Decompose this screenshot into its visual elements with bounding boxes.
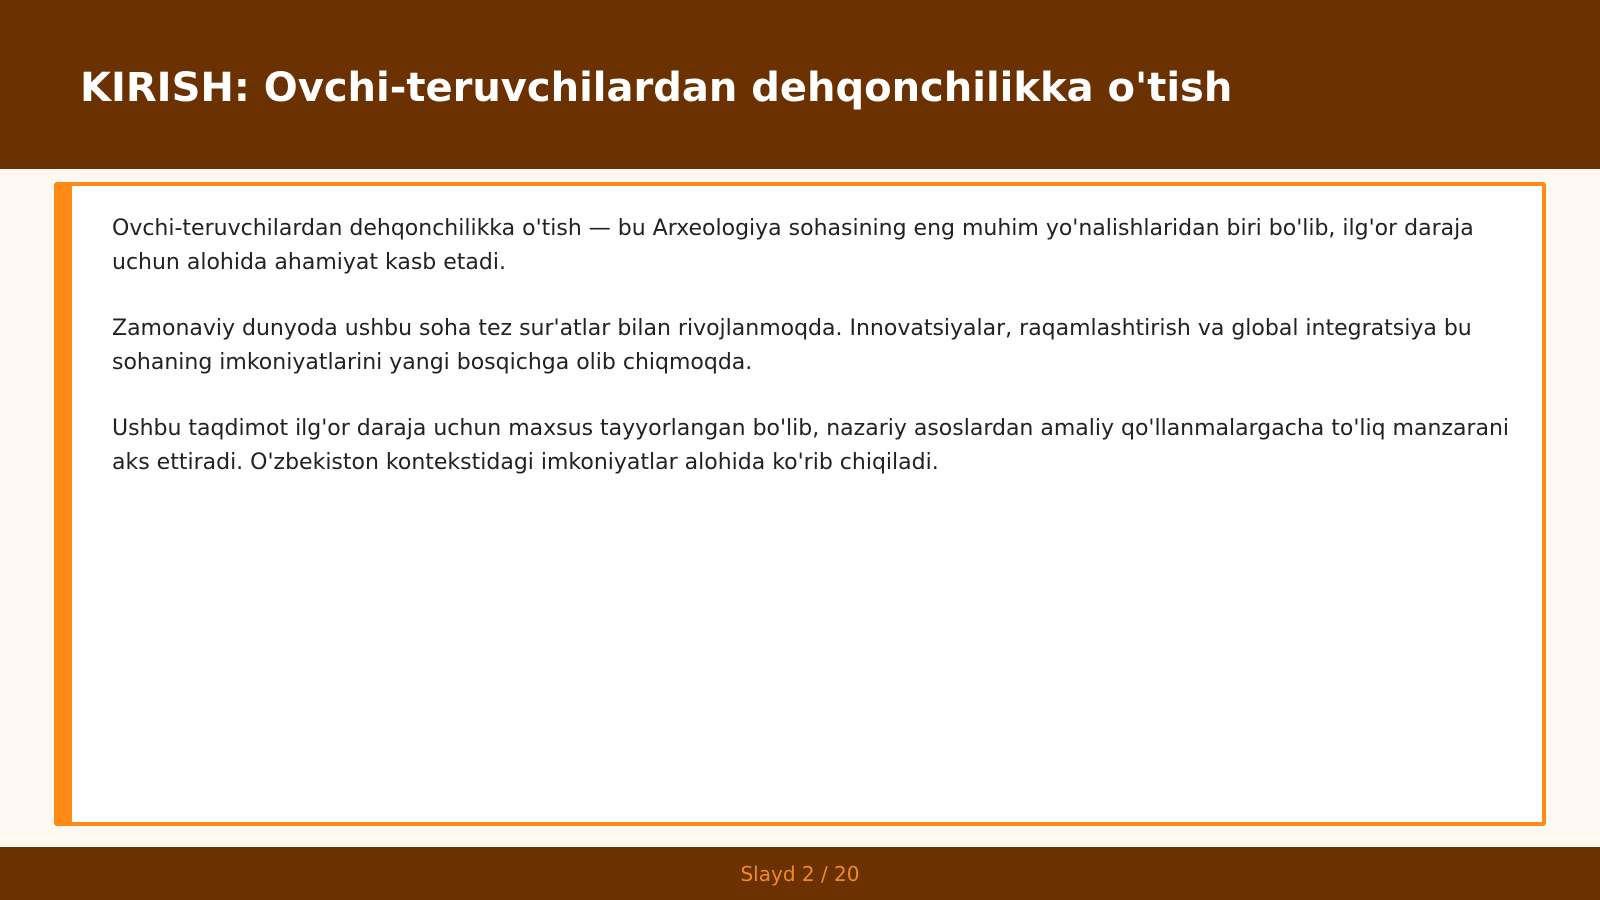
modern-development-paragraph: Zamonaviy dunyoda ushbu soha tez sur'atlar bilan rivojlanmoqda. Innovatsiyalar, raqamlashtirish va global integratsiya bu sohaning imkoniyatlarini yangi bosqichga olib chiqmoqda. bbox=[112, 316, 1472, 375]
slide-footer bbox=[0, 847, 1600, 900]
slide-number: Slayd 2 / 20 bbox=[740, 862, 860, 886]
slide-title: KIRISH: Ovchi-teruvchilardan dehqonchilikka o'tish bbox=[80, 65, 1233, 111]
slide-header bbox=[0, 0, 1600, 169]
presentation-purpose-paragraph: Ushbu taqdimot ilg'or daraja uchun maxsus tayyorlangan bo'lib, nazariy asoslardan amaliy qo'llanmalargacha to'liq manzarani aks ettiradi. O'zbekiston kontekstidagi imkoniyatlar alohida ko'rib chiqiladi. bbox=[112, 416, 1510, 475]
content-text bbox=[112, 212, 1522, 512]
introduction-paragraph: Ovchi-teruvchilardan dehqonchilikka o'tish — bu Arxeologiya sohasining eng muhim yo'nalishlaridan biri bo'lib, ilg'or daraja uchun alohida ahamiyat kasb etadi. bbox=[112, 216, 1474, 275]
content-card bbox=[54, 182, 1546, 826]
